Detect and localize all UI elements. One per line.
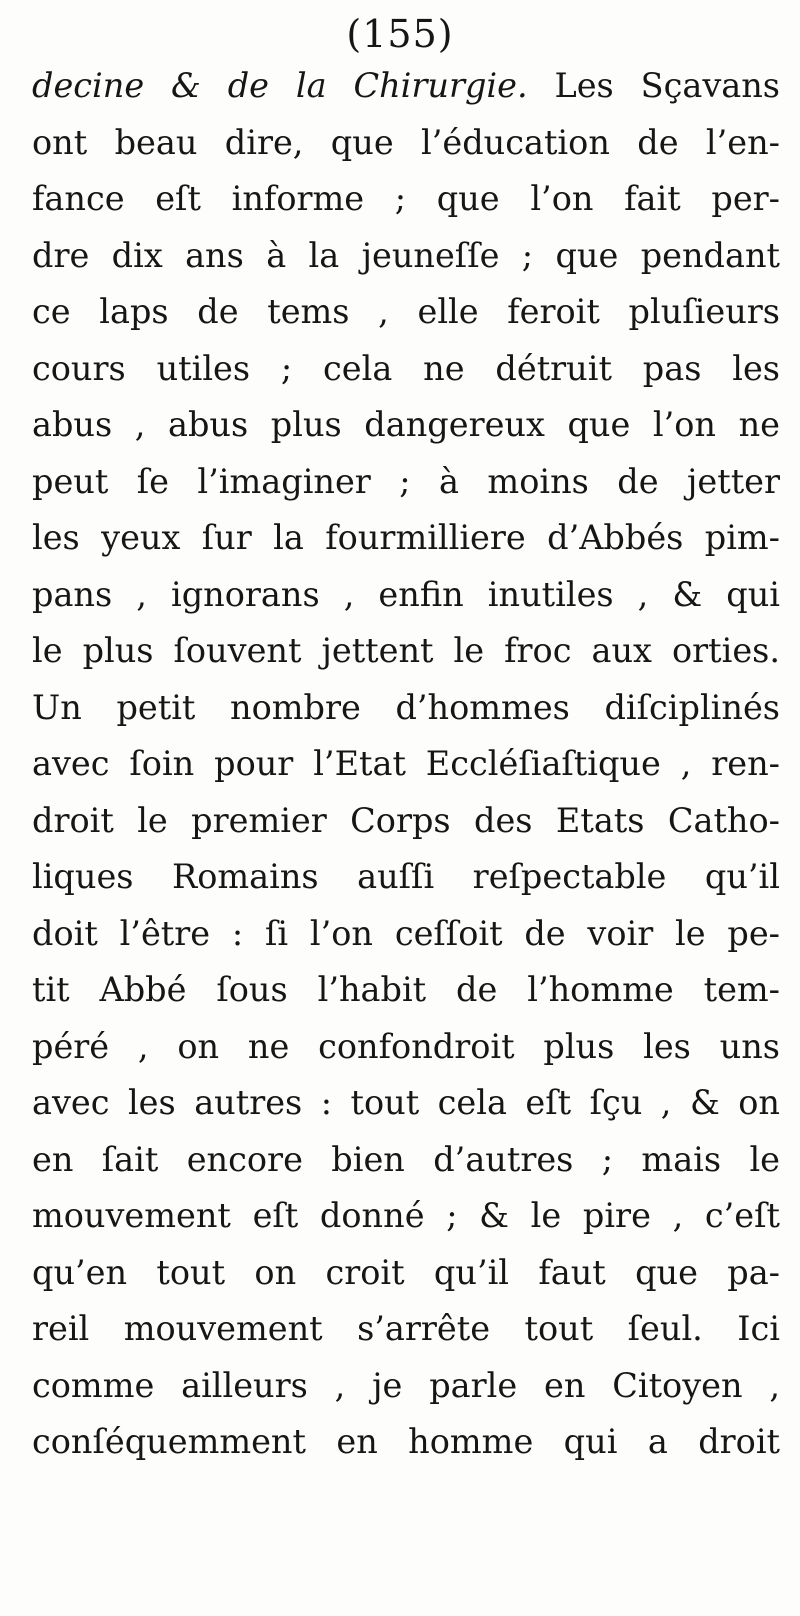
text-line: dre dix ans à la jeuneſſe ; que pendant — [32, 235, 780, 275]
text-line: abus , abus plus dangereux que l’on ne — [32, 405, 780, 444]
text-line: liques Romains auſſi reſpectable qu’il — [32, 857, 780, 896]
text-line: reil mouvement s’arrête tout ſeul. Ici — [32, 1309, 780, 1348]
text-line: avec les autres : tout cela eſt ſçu , & on — [32, 1083, 780, 1122]
text-line: conſéquemment en homme qui a droit — [32, 1422, 780, 1461]
text-line: fance eſt informe ; que l’on fait per- — [32, 179, 780, 218]
text-line: pans , ignorans , enfin inutiles , & qui — [32, 574, 780, 614]
text-run: Les Sçavans — [527, 66, 780, 105]
text-line: qu’en tout on croit qu’il faut que pa- — [32, 1252, 780, 1292]
text-line: le plus ſouvent jettent le froc aux orties. — [32, 631, 780, 670]
text-line: en ſait encore bien d’autres ; mais le — [32, 1139, 780, 1179]
text-line: ce laps de tems , elle feroit pluſieurs — [32, 292, 780, 331]
text-line: peut ſe l’imaginer ; à moins de jetter — [32, 461, 780, 501]
italic-continuation: decine & de la Chirurgie. — [32, 66, 528, 105]
body-text — [32, 58, 780, 1471]
text-line: avec ſoin pour l’Etat Eccléſiaſtique , ren- — [32, 744, 780, 783]
text-line: droit le premier Corps des Etats Catho- — [32, 800, 780, 840]
text-line: comme ailleurs , je parle en Citoyen , — [32, 1365, 780, 1405]
text-line: les yeux ſur la fourmilliere d’Abbés pim- — [32, 518, 780, 557]
text-line: doit l’être : ſi l’on ceſſoit de voir le pe- — [32, 913, 780, 953]
text-line: ont beau dire, que l’éducation de l’en- — [32, 122, 780, 162]
text-line: péré , on ne confondroit plus les uns — [32, 1026, 780, 1066]
text-line — [32, 58, 780, 115]
text-line: Un petit nombre d’hommes diſciplinés — [32, 687, 780, 727]
text-line: tit Abbé ſous l’habit de l’homme tem- — [32, 970, 780, 1009]
text-line: mouvement eſt donné ; & le pire , c’eſt — [32, 1196, 780, 1235]
text-line: cours utiles ; cela ne détruit pas les — [32, 348, 780, 388]
page-number: (155) — [346, 12, 454, 56]
